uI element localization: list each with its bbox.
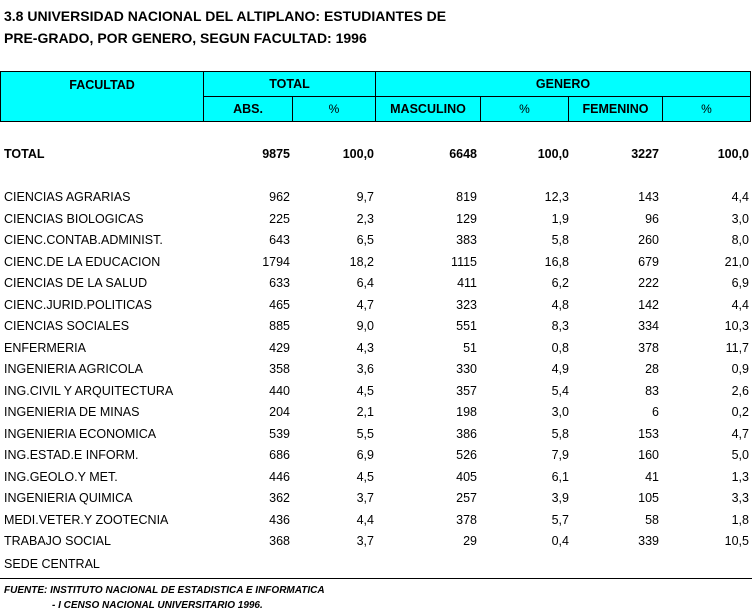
row-label: MEDI.VETER.Y ZOOTECNIA bbox=[4, 513, 169, 527]
row-abs: 686 bbox=[269, 448, 290, 462]
row-femenino-pct: 5,0 bbox=[731, 448, 749, 462]
row-masculino: 378 bbox=[456, 513, 477, 527]
row-masculino-pct: 5,7 bbox=[551, 513, 569, 527]
row-label: CIENC.DE LA EDUCACION bbox=[4, 255, 161, 269]
row-femenino: 83 bbox=[645, 384, 659, 398]
source-line-1: FUENTE: INSTITUTO NACIONAL DE ESTADISTICA E INFORMATICA bbox=[4, 585, 325, 596]
header-femenino: FEMENINO bbox=[568, 96, 663, 122]
row-label: ING.CIVIL Y ARQUITECTURA bbox=[4, 384, 174, 398]
row-label: TRABAJO SOCIAL bbox=[4, 534, 111, 548]
row-abs: 962 bbox=[269, 190, 290, 204]
row-femenino: 142 bbox=[638, 298, 659, 312]
row-pct: 4,5 bbox=[356, 470, 374, 484]
row-masculino: 526 bbox=[456, 448, 477, 462]
row-masculino-pct: 3,9 bbox=[551, 491, 569, 505]
row-masculino-pct: 8,3 bbox=[551, 319, 569, 333]
header-abs-pct: % bbox=[292, 96, 376, 122]
row-femenino-pct: 3,0 bbox=[731, 212, 749, 226]
row-pct: 5,5 bbox=[356, 427, 374, 441]
row-abs: 465 bbox=[269, 298, 290, 312]
total-label: TOTAL bbox=[4, 147, 45, 161]
row-femenino-pct: 6,9 bbox=[731, 276, 749, 290]
row-abs: 633 bbox=[269, 276, 290, 290]
row-femenino-pct: 4,4 bbox=[731, 298, 749, 312]
row-abs: 643 bbox=[269, 233, 290, 247]
row-femenino: 334 bbox=[638, 319, 659, 333]
row-femenino: 222 bbox=[638, 276, 659, 290]
row-femenino: 260 bbox=[638, 233, 659, 247]
footer-divider bbox=[0, 578, 752, 579]
header-abs: ABS. bbox=[203, 96, 293, 122]
row-abs: 358 bbox=[269, 362, 290, 376]
header-masculino-pct: % bbox=[480, 96, 569, 122]
row-pct: 6,4 bbox=[356, 276, 374, 290]
row-masculino: 386 bbox=[456, 427, 477, 441]
row-masculino: 330 bbox=[456, 362, 477, 376]
header-genero: GENERO bbox=[375, 71, 751, 97]
row-label: CIENC.CONTAB.ADMINIST. bbox=[4, 233, 163, 247]
total-masculino-pct: 100,0 bbox=[537, 147, 569, 161]
row-label: INGENIERIA QUIMICA bbox=[4, 491, 133, 505]
row-femenino: 679 bbox=[638, 255, 659, 269]
row-pct: 9,7 bbox=[356, 190, 374, 204]
row-masculino: 323 bbox=[456, 298, 477, 312]
row-label: CIENC.JURID.POLITICAS bbox=[4, 298, 152, 312]
row-masculino: 383 bbox=[456, 233, 477, 247]
total-femenino-pct: 100,0 bbox=[717, 147, 749, 161]
row-femenino-pct: 1,8 bbox=[731, 513, 749, 527]
row-femenino-pct: 2,6 bbox=[731, 384, 749, 398]
row-abs: 1794 bbox=[262, 255, 290, 269]
header-facultad: FACULTAD bbox=[0, 71, 204, 122]
row-label: CIENCIAS SOCIALES bbox=[4, 319, 130, 333]
row-masculino-pct: 4,8 bbox=[551, 298, 569, 312]
row-masculino-pct: 5,8 bbox=[551, 233, 569, 247]
row-femenino: 41 bbox=[645, 470, 659, 484]
row-femenino: 339 bbox=[638, 534, 659, 548]
row-masculino: 357 bbox=[456, 384, 477, 398]
row-label: ENFERMERIA bbox=[4, 341, 86, 355]
header-total: TOTAL bbox=[203, 71, 376, 97]
row-femenino: 58 bbox=[645, 513, 659, 527]
row-femenino-pct: 4,7 bbox=[731, 427, 749, 441]
row-masculino: 198 bbox=[456, 405, 477, 419]
row-pct: 2,1 bbox=[356, 405, 374, 419]
row-pct: 4,4 bbox=[356, 513, 374, 527]
row-femenino: 153 bbox=[638, 427, 659, 441]
row-femenino: 160 bbox=[638, 448, 659, 462]
row-label: ING.ESTAD.E INFORM. bbox=[4, 448, 139, 462]
row-abs: 204 bbox=[269, 405, 290, 419]
total-pct: 100,0 bbox=[342, 147, 374, 161]
row-femenino-pct: 0,2 bbox=[731, 405, 749, 419]
row-femenino: 28 bbox=[645, 362, 659, 376]
row-masculino-pct: 3,0 bbox=[551, 405, 569, 419]
row-pct: 4,7 bbox=[356, 298, 374, 312]
row-femenino: 143 bbox=[638, 190, 659, 204]
row-masculino-pct: 4,9 bbox=[551, 362, 569, 376]
row-femenino-pct: 3,3 bbox=[731, 491, 749, 505]
row-pct: 2,3 bbox=[356, 212, 374, 226]
header-femenino-pct: % bbox=[662, 96, 751, 122]
row-femenino-pct: 10,3 bbox=[724, 319, 749, 333]
row-pct: 18,2 bbox=[349, 255, 374, 269]
row-label: CIENCIAS AGRARIAS bbox=[4, 190, 131, 204]
row-femenino: 105 bbox=[638, 491, 659, 505]
row-pct: 4,5 bbox=[356, 384, 374, 398]
total-masculino: 6648 bbox=[449, 147, 477, 161]
row-abs: 368 bbox=[269, 534, 290, 548]
row-abs: 436 bbox=[269, 513, 290, 527]
row-masculino: 257 bbox=[456, 491, 477, 505]
page-subtitle: PRE-GRADO, POR GENERO, SEGUN FACULTAD: 1996 bbox=[4, 30, 367, 46]
row-label: CIENCIAS DE LA SALUD bbox=[4, 276, 148, 290]
row-abs: 539 bbox=[269, 427, 290, 441]
row-femenino-pct: 10,5 bbox=[724, 534, 749, 548]
row-femenino-pct: 4,4 bbox=[731, 190, 749, 204]
row-masculino: 405 bbox=[456, 470, 477, 484]
row-masculino: 819 bbox=[456, 190, 477, 204]
page-title: 3.8 UNIVERSIDAD NACIONAL DEL ALTIPLANO: ESTUDIANTES DE bbox=[4, 8, 447, 24]
row-femenino: 96 bbox=[645, 212, 659, 226]
row-abs: 440 bbox=[269, 384, 290, 398]
row-label: INGENIERIA ECONOMICA bbox=[4, 427, 157, 441]
row-femenino-pct: 0,9 bbox=[731, 362, 749, 376]
row-masculino: 411 bbox=[457, 276, 477, 290]
row-abs: 885 bbox=[269, 319, 290, 333]
row-pct: 9,0 bbox=[356, 319, 374, 333]
row-pct: 4,3 bbox=[356, 341, 374, 355]
row-femenino-pct: 1,3 bbox=[731, 470, 749, 484]
row-masculino: 1115 bbox=[451, 255, 477, 269]
row-abs: 362 bbox=[269, 491, 290, 505]
row-masculino-pct: 6,1 bbox=[551, 470, 569, 484]
total-abs: 9875 bbox=[262, 147, 290, 161]
row-pct: 3,6 bbox=[356, 362, 374, 376]
row-pct: 3,7 bbox=[356, 534, 374, 548]
header-masculino: MASCULINO bbox=[375, 96, 481, 122]
row-masculino-pct: 0,8 bbox=[551, 341, 569, 355]
row-masculino-pct: 0,4 bbox=[551, 534, 569, 548]
row-masculino-pct: 5,8 bbox=[551, 427, 569, 441]
row-masculino: 29 bbox=[463, 534, 477, 548]
row-femenino: 378 bbox=[638, 341, 659, 355]
row-abs: 446 bbox=[269, 470, 290, 484]
row-masculino: 551 bbox=[456, 319, 477, 333]
row-masculino-pct: 16,8 bbox=[544, 255, 569, 269]
row-femenino-pct: 8,0 bbox=[731, 233, 749, 247]
row-abs: 429 bbox=[269, 341, 290, 355]
row-masculino-pct: 1,9 bbox=[551, 212, 569, 226]
row-label: CIENCIAS BIOLOGICAS bbox=[4, 212, 144, 226]
row-pct: 6,9 bbox=[356, 448, 374, 462]
row-label: INGENIERIA DE MINAS bbox=[4, 405, 140, 419]
row-abs: 225 bbox=[269, 212, 290, 226]
row-pct: 3,7 bbox=[356, 491, 374, 505]
sede-label: SEDE CENTRAL bbox=[4, 557, 100, 571]
row-femenino: 6 bbox=[652, 405, 659, 419]
row-masculino-pct: 5,4 bbox=[551, 384, 569, 398]
row-label: ING.GEOLO.Y MET. bbox=[4, 470, 118, 484]
row-masculino-pct: 6,2 bbox=[551, 276, 569, 290]
row-femenino-pct: 11,7 bbox=[725, 341, 749, 355]
row-masculino-pct: 7,9 bbox=[551, 448, 569, 462]
row-femenino-pct: 21,0 bbox=[724, 255, 749, 269]
row-masculino: 51 bbox=[463, 341, 477, 355]
total-femenino: 3227 bbox=[631, 147, 659, 161]
row-pct: 6,5 bbox=[356, 233, 374, 247]
row-label: INGENIERIA AGRICOLA bbox=[4, 362, 143, 376]
row-masculino-pct: 12,3 bbox=[544, 190, 569, 204]
row-masculino: 129 bbox=[456, 212, 477, 226]
source-line-2: - I CENSO NACIONAL UNIVERSITARIO 1996. bbox=[52, 600, 263, 611]
